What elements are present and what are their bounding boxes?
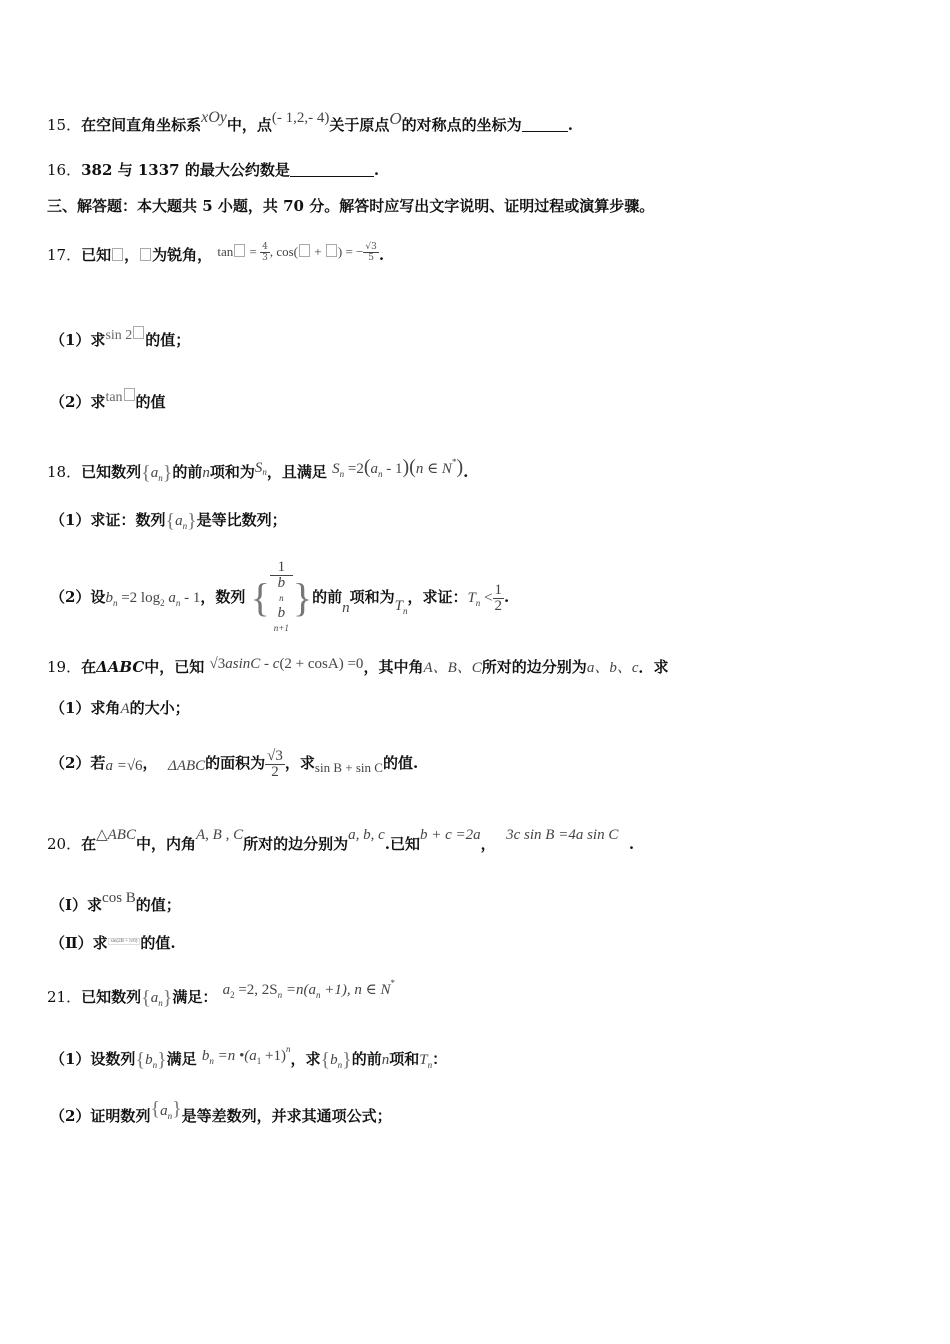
text: ，其中角: [363, 658, 424, 676]
math: a =: [105, 758, 127, 774]
missing-glyph: [133, 326, 144, 339]
math: =n •: [213, 1048, 245, 1064]
question-15: [47, 108, 573, 135]
text: 的大小；: [129, 699, 190, 717]
math: - 1: [180, 590, 201, 606]
text: 的值；: [145, 331, 191, 349]
brace-right: }: [157, 1049, 167, 1071]
numerator: 4: [262, 242, 268, 252]
math: n: [381, 1052, 390, 1068]
math: A: [120, 701, 130, 717]
text: ，求: [284, 754, 315, 772]
math: sin B + sin C: [314, 760, 383, 775]
math: a: [150, 465, 159, 481]
question-number: 20．: [47, 835, 82, 853]
brace-right: }: [187, 510, 197, 532]
text: 的前: [312, 588, 343, 606]
math-subscript: n: [339, 469, 345, 479]
text: 已知数列: [81, 988, 142, 1006]
math: a, b, c: [348, 827, 385, 843]
text: ，且满足: [266, 463, 327, 481]
text: ，: [124, 246, 140, 264]
math: S: [332, 461, 340, 477]
question-17-part-1: [50, 326, 190, 350]
question-18-part-2: [50, 559, 510, 633]
math-subscript: 2: [160, 598, 165, 608]
text: 中，已知: [144, 658, 205, 676]
missing-glyph: [234, 244, 245, 257]
math: 3c sin B =4a sin C: [506, 827, 619, 843]
text: 的前: [351, 1050, 382, 1068]
brace-right: }: [162, 462, 173, 484]
fraction: [265, 749, 285, 780]
math: b: [105, 590, 113, 606]
answer-blank[interactable]: [522, 117, 568, 132]
text: .: [567, 116, 573, 134]
math: =: [246, 244, 261, 259]
text: 的前: [172, 463, 203, 481]
math: a: [150, 990, 159, 1006]
math: b: [201, 1048, 210, 1064]
brace-right: }: [162, 987, 173, 1009]
math: +1), n ∈ N: [320, 982, 391, 998]
text: 项和: [389, 1050, 420, 1068]
given-formula: [332, 456, 464, 479]
text: ，求证：: [407, 588, 468, 606]
numerator: √3: [365, 242, 377, 252]
fraction: [270, 560, 293, 636]
math: a: [175, 513, 183, 529]
question-21-part-1: [50, 1034, 448, 1071]
missing-glyph: [124, 388, 135, 401]
text: 的面积为: [205, 754, 266, 772]
math-subscript: n: [427, 1060, 433, 1070]
fraction: [493, 583, 505, 614]
math-subscript: n: [262, 467, 267, 477]
math-subscript: n: [175, 598, 181, 608]
question-17-part-2: [50, 388, 166, 412]
math: sin(2B + π/6): [108, 938, 141, 945]
denominator: 5: [368, 253, 374, 263]
math: T: [467, 590, 476, 606]
math: S: [254, 460, 263, 476]
math: +: [311, 244, 325, 259]
text: ：: [432, 1050, 448, 1068]
math: T: [394, 598, 403, 614]
text: 满足：: [172, 988, 218, 1006]
text: （Ⅱ）求: [50, 934, 108, 952]
text: （1）求角: [50, 699, 121, 717]
given-formula: [217, 232, 378, 273]
math: =n: [282, 982, 304, 998]
math: cos B: [102, 890, 136, 906]
math: ): [456, 456, 464, 478]
math-subscript: 2: [230, 990, 235, 1000]
text: （2）证明数列: [50, 1107, 151, 1125]
question-16: [47, 160, 379, 180]
question-19-part-1: [50, 698, 190, 719]
fraction: [363, 242, 378, 263]
fraction: [260, 242, 270, 263]
text: 项和为: [209, 463, 255, 481]
math: (2 + cosA) =0: [279, 656, 364, 672]
math: =2 log: [117, 590, 161, 606]
math-subscript: 1: [256, 1056, 262, 1066]
question-21-part-2: [50, 1094, 392, 1124]
math: O: [389, 109, 402, 128]
math-subscript: n: [112, 598, 118, 608]
brace-right: }: [172, 1098, 182, 1120]
brace-left: {: [141, 987, 151, 1009]
math: b + c =2a: [420, 827, 481, 843]
text: 关于原点: [329, 116, 390, 134]
math-subscript: n: [279, 593, 284, 603]
math-superscript: n: [286, 1044, 291, 1054]
text: .已知: [384, 835, 421, 853]
text: 在空间直角坐标系: [81, 116, 202, 134]
text: 中，内角: [135, 835, 196, 853]
math: ΔABC: [96, 658, 145, 676]
question-number: 19．: [47, 658, 82, 676]
brace-left: {: [165, 510, 176, 532]
text: （2）若: [50, 754, 106, 772]
question-number: 18．: [47, 463, 82, 481]
math: A, B , C: [196, 827, 244, 843]
given-formula: [223, 980, 395, 998]
question-number: 16．: [47, 161, 82, 179]
brace-left: {: [250, 575, 270, 620]
math-subscript: n: [152, 1060, 158, 1070]
question-20-part-1: [50, 884, 181, 912]
text: 满足: [166, 1050, 197, 1068]
question-20-part-2: [50, 932, 176, 953]
text: 项和为: [349, 588, 395, 606]
math: n: [202, 465, 210, 481]
math-subscript: n: [277, 990, 283, 1000]
math-subscript: n: [475, 598, 481, 608]
numerator: 1: [494, 581, 503, 598]
math: (a: [303, 982, 317, 998]
brace-left: {: [150, 1098, 161, 1120]
math: b: [277, 575, 286, 591]
text: 的值.: [382, 754, 419, 772]
denominator: 2: [271, 763, 279, 780]
text: （Ⅰ）求: [50, 896, 103, 914]
text: 已知: [81, 246, 112, 264]
math: T: [419, 1052, 428, 1068]
math-subscript: n: [158, 998, 163, 1008]
math: )(: [402, 456, 416, 478]
math-subscript: n: [209, 1056, 214, 1066]
question-number: 15．: [47, 116, 82, 134]
math: (- 1,2,- 4): [271, 110, 330, 126]
math: A、B、C: [423, 660, 482, 676]
brace-right: }: [342, 1049, 352, 1071]
math: √3: [209, 656, 226, 672]
question-20: [47, 820, 635, 853]
denominator: 3: [262, 253, 268, 263]
math: - 1: [382, 461, 403, 477]
missing-glyph: [140, 248, 151, 261]
math: +1): [261, 1048, 287, 1064]
math: a: [222, 982, 231, 998]
math-subscript: n: [158, 473, 163, 483]
math: a: [160, 1103, 168, 1119]
numerator: √3: [267, 747, 283, 764]
text: 中，点: [226, 116, 272, 134]
text: ．求: [638, 658, 669, 676]
math: n ∈ N: [415, 461, 452, 477]
math-subscript: n: [337, 1060, 343, 1070]
text: （1）设数列: [50, 1050, 136, 1068]
brace-left: {: [141, 462, 151, 484]
text: （1）求证：数列: [50, 511, 166, 529]
text: 已知数列: [81, 463, 142, 481]
question-18: [47, 448, 469, 484]
denominator: [270, 576, 293, 636]
math-subscript: n: [378, 469, 383, 479]
text: ，: [142, 754, 158, 772]
math: <: [480, 590, 493, 606]
text: 是等差数列，并求其通项公式；: [181, 1107, 392, 1125]
text: 为锐角，: [152, 246, 213, 264]
question-number: 17．: [47, 246, 82, 264]
missing-glyph: [299, 244, 310, 257]
math: b: [145, 1052, 153, 1068]
question-19: [47, 650, 669, 676]
text: 的值.: [140, 934, 176, 952]
brace-left: {: [320, 1049, 331, 1071]
missing-glyph: [326, 244, 337, 257]
text: .: [373, 161, 380, 179]
text: ，数列: [200, 588, 246, 606]
text: 的值: [135, 393, 166, 411]
text: 所对的边分别为: [481, 658, 587, 676]
math-subscript: n+1: [273, 623, 289, 633]
math: tan: [105, 390, 123, 405]
math: sin 2: [105, 328, 133, 343]
math: , cos(: [269, 244, 299, 259]
text: 所对的边分别为: [243, 835, 349, 853]
math-subscript: n: [182, 521, 188, 531]
math-subscript: n: [316, 990, 321, 1000]
text: 在: [81, 835, 97, 853]
text: ，求: [290, 1050, 321, 1068]
math-subscript: n: [167, 1111, 173, 1121]
math: xOy: [201, 109, 227, 126]
math: =2: [344, 461, 364, 477]
math: asinC - c: [225, 656, 280, 672]
text: .: [463, 463, 469, 481]
text: 的值；: [135, 896, 181, 914]
math: △ABC: [96, 827, 136, 843]
math-subscript: n: [402, 606, 408, 616]
math: a: [164, 590, 176, 606]
question-18-part-1: [50, 506, 287, 534]
math: =2, 2S: [234, 982, 278, 998]
text: 的对称点的坐标为: [401, 116, 522, 134]
math: (a: [244, 1048, 257, 1064]
question-19-part-2: [50, 738, 418, 788]
brace-left: {: [135, 1049, 146, 1071]
text: 是等比数列；: [196, 511, 287, 529]
math: b: [277, 605, 286, 621]
missing-glyph: [112, 248, 123, 261]
numerator: 1: [270, 560, 293, 576]
text: 382 与 1337 的最大公约数是: [81, 161, 290, 179]
math: √6: [126, 758, 143, 774]
given-formula: [210, 654, 364, 672]
math: b: [330, 1052, 338, 1068]
text: （2）设: [50, 588, 106, 606]
denominator: 2: [494, 597, 503, 614]
text: （1）求: [50, 331, 106, 349]
given-formula: [202, 1046, 291, 1064]
brace-right: }: [292, 575, 313, 620]
question-17: [47, 232, 384, 272]
math: a、b、c: [586, 660, 639, 676]
text: .: [628, 835, 635, 853]
text: 在: [81, 658, 97, 676]
math-superscript: *: [451, 457, 457, 467]
math: ) = −: [337, 244, 364, 259]
math: tan: [217, 244, 234, 259]
question-number: 21．: [47, 988, 82, 1006]
math: n: [342, 600, 350, 616]
math: (: [363, 456, 371, 478]
section-heading: 三、解答题：本大题共 5 小题，共 70 分。解答时应写出文字说明、证明过程或演算步骤。: [47, 197, 655, 215]
math: a: [370, 461, 378, 477]
text: （2）求: [50, 393, 106, 411]
text: .: [378, 246, 385, 264]
text: .: [504, 588, 510, 606]
text: ，: [480, 835, 496, 853]
answer-blank[interactable]: [290, 162, 374, 177]
math-superscript: *: [390, 978, 395, 988]
question-21: [47, 968, 395, 1009]
math: ΔABC: [168, 758, 206, 774]
